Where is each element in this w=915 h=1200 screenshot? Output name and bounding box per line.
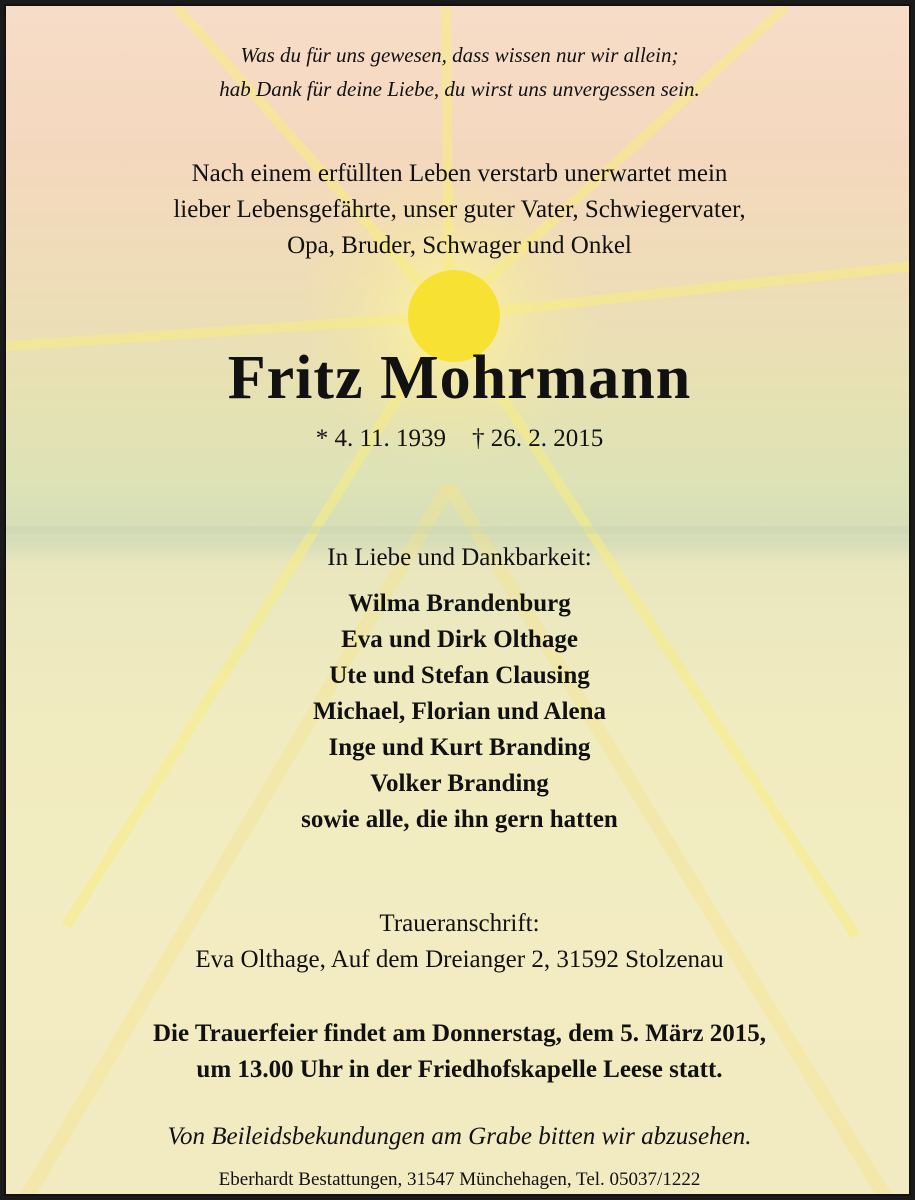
poem-line: Was du für uns gewesen, dass wissen nur wir allein;: [240, 43, 679, 67]
mourner-name: Michael, Florian und Alena: [312, 698, 607, 725]
mourner-name: Eva und Dirk Olthage: [341, 626, 578, 653]
mourners-heading: In Liebe und Dankbarkeit:: [327, 544, 592, 571]
mourner-name: Ute und Stefan Clausing: [329, 662, 590, 689]
poem-line: hab Dank für deine Liebe, du wirst uns unvergessen sein.: [219, 77, 700, 101]
mourner-name: Wilma Brandenburg: [348, 590, 571, 617]
deceased-name: Fritz Mohrmann: [227, 344, 692, 412]
service-line: Die Trauerfeier findet am Donnerstag, dem 5. März 2015,: [152, 1020, 767, 1047]
obituary-notice: [4, 4, 911, 1196]
death-announcement: [6, 156, 911, 264]
address-value: Eva Olthage, Auf dem Dreianger 2, 31592 Stolzenau: [195, 946, 724, 973]
mourners-list: [6, 586, 911, 838]
funeral-home-footer: Eberhardt Bestattungen, 31547 Münchehagen, Tel. 05037/1222: [218, 1169, 701, 1190]
announcement-line: Opa, Bruder, Schwager und Onkel: [287, 232, 632, 259]
funeral-service-info: [6, 1016, 911, 1088]
death-date: † 26. 2. 2015: [472, 425, 604, 452]
announcement-line: Nach einem erfüllten Leben verstarb unerwartet mein: [191, 160, 728, 187]
address-label: Traueranschrift:: [379, 910, 540, 937]
mourning-address: [6, 906, 911, 978]
memorial-poem: [6, 38, 911, 106]
mourner-name: sowie alle, die ihn gern hatten: [301, 806, 618, 833]
service-line: um 13.00 Uhr in der Friedhofskapelle Leese statt.: [196, 1056, 723, 1083]
mourner-name: Volker Branding: [370, 770, 549, 797]
mourner-name: Inge und Kurt Branding: [328, 734, 591, 761]
birth-date: * 4. 11. 1939: [315, 425, 447, 452]
announcement-line: lieber Lebensgefährte, unser guter Vater, Schwiegervater,: [173, 196, 746, 223]
condolence-request: Von Beileidsbekundungen am Grabe bitten wir abzusehen.: [167, 1123, 752, 1150]
life-dates: [6, 421, 911, 457]
